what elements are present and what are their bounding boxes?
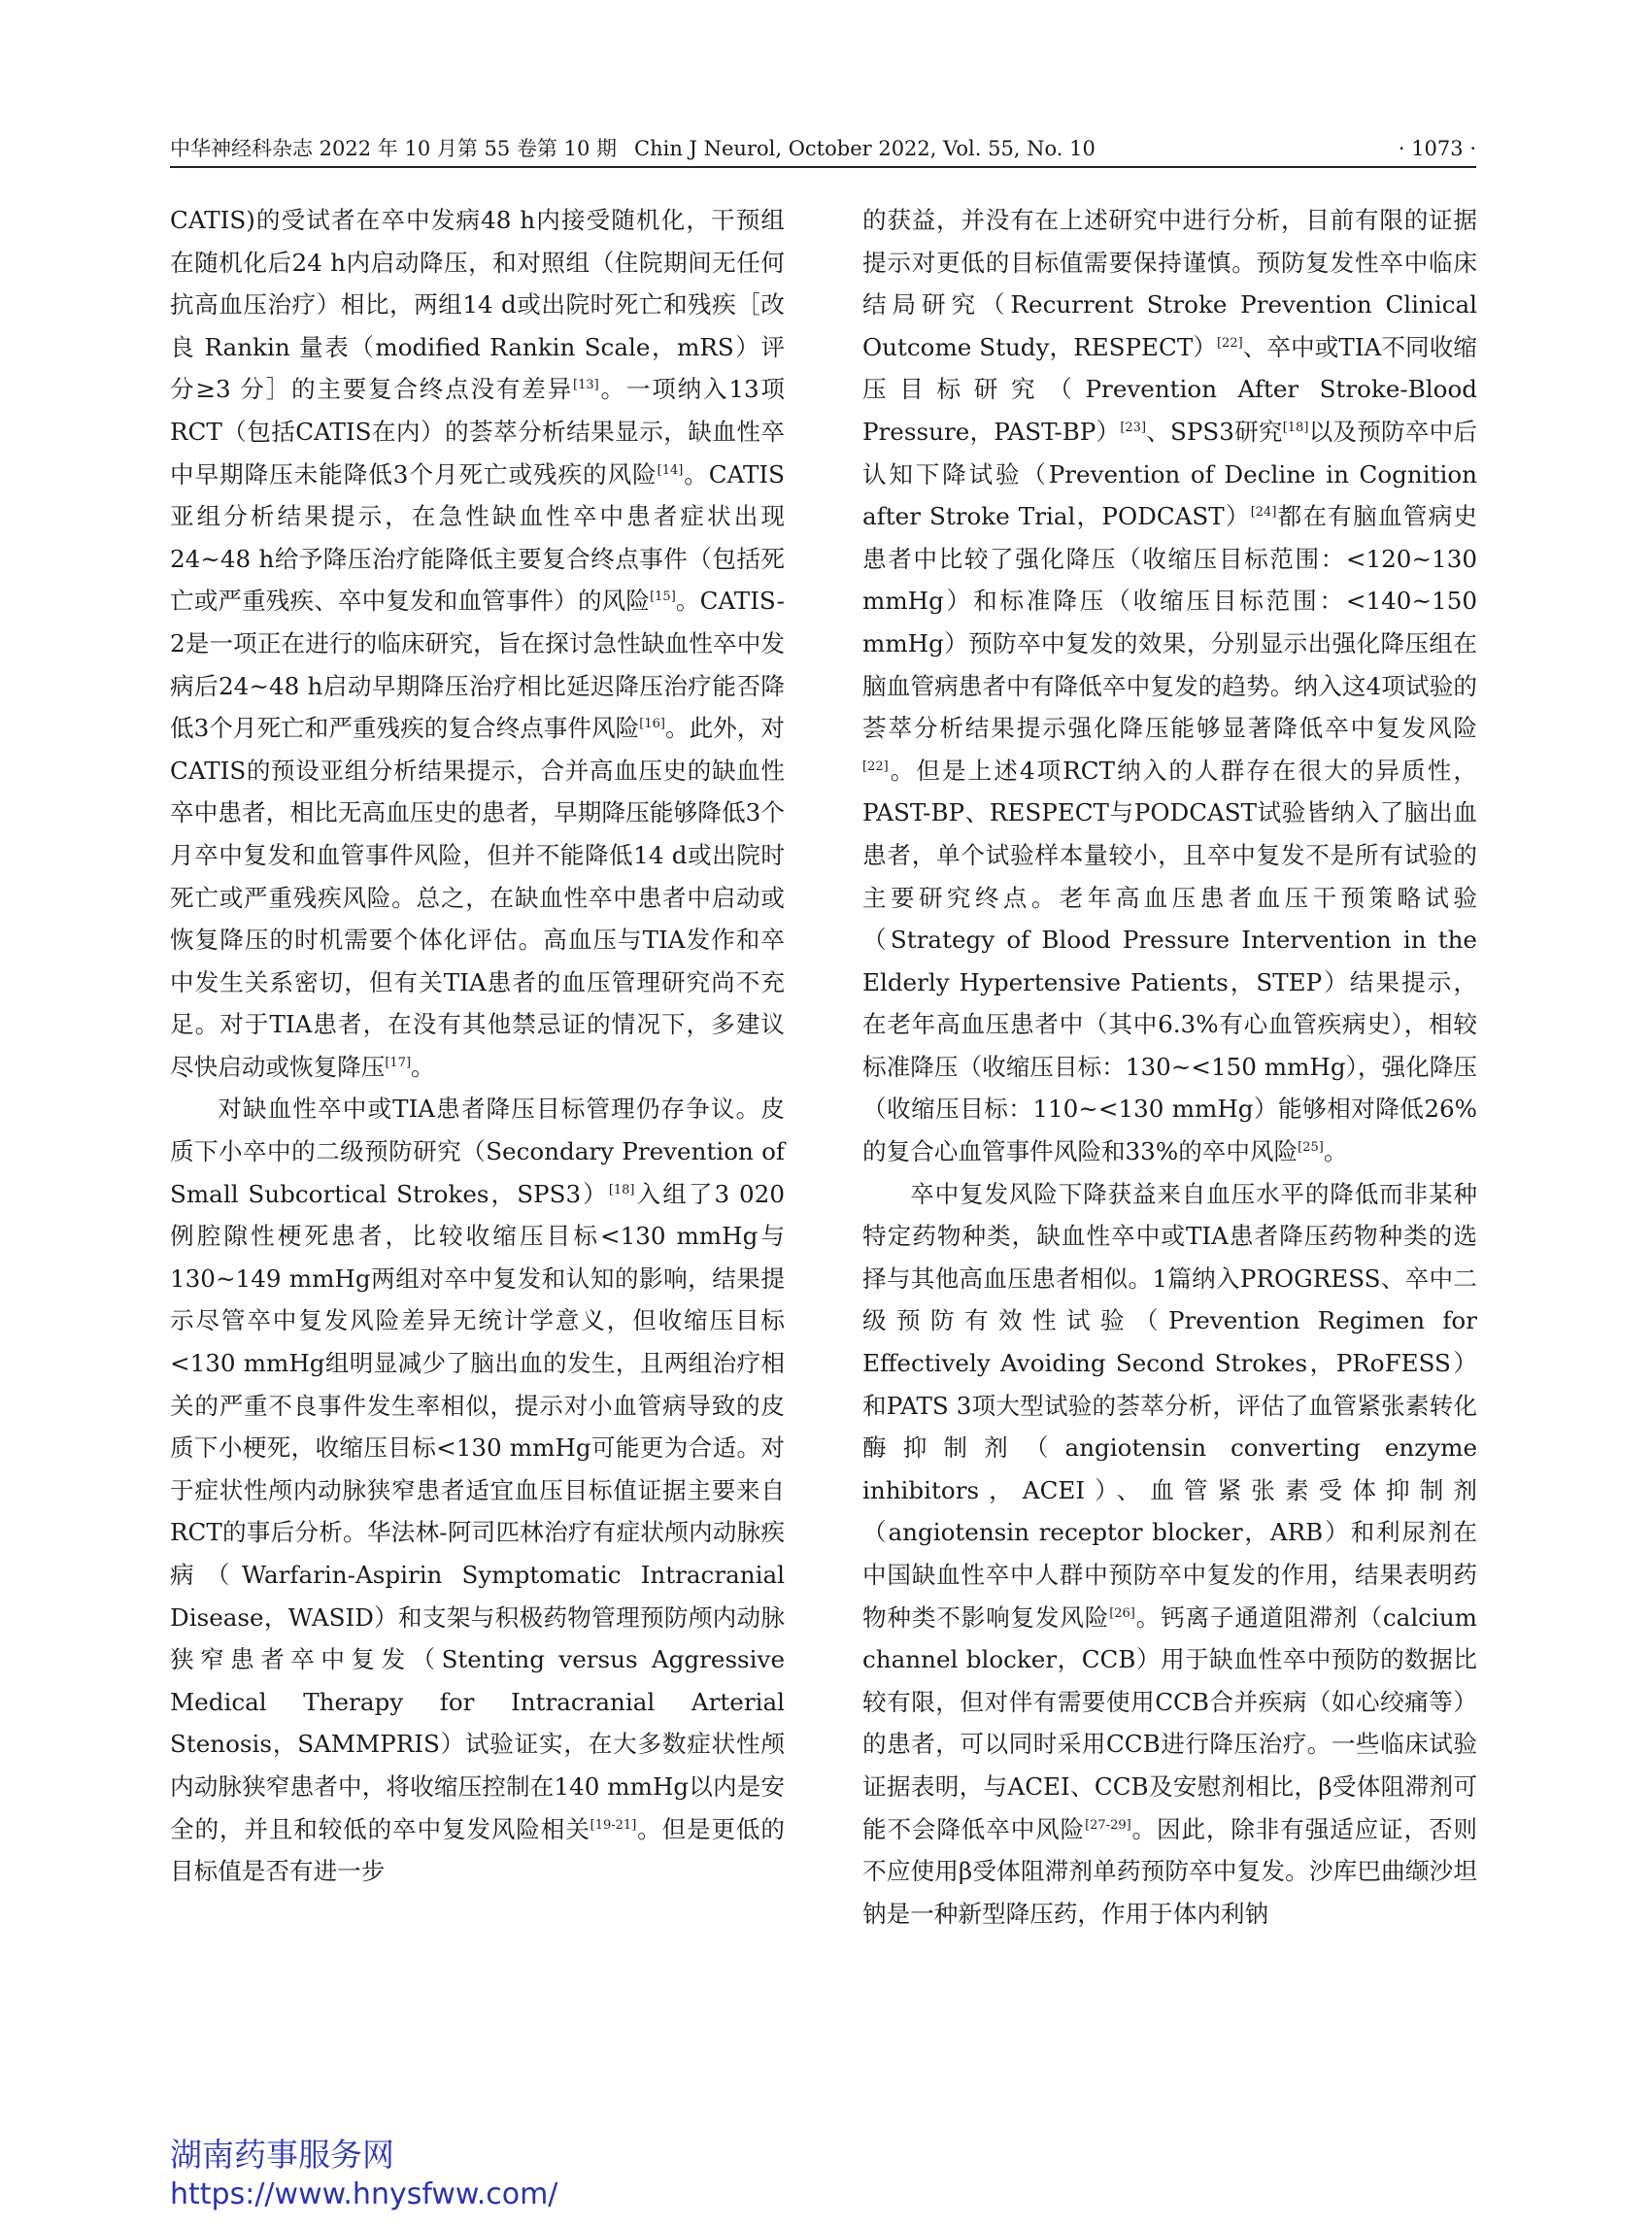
citation: [25] [1298,1140,1324,1156]
citation: [14] [657,462,684,478]
paragraph: 的获益，并没有在上述研究中进行分析，目前有限的证据提示对更低的目标值需要保持谨慎。预防复发性卒中临床结局研究（Recurrent Stroke Prevention Clinical Outcome Study，RESPECT）[22]、卒中或TIA不同收缩压目标研究（Prevention After Stroke-Blood Pressure，PAST-BP）[23]、SPS3研究[18]以及预防卒中后认知下降试验（Prevention of Decline in Cognition after Stroke Trial，PODCAST）[24]都在有脑血管病史患者中比较了强化降压（收缩压目标范围：<120~130 mmHg）和标准降压（收缩压目标范围：<140~150 mmHg）预防卒中复发的效果，分别显示出强化降压组在脑血管病患者中有降低卒中复发的趋势。纳入这4项试验的荟萃分析结果提示强化降压能够显著降低卒中复发风险[22]。但是上述4项RCT纳入的人群存在很大的异质性，PAST-BP、RESPECT与PODCAST试验皆纳入了脑出血患者，单个试验样本量较小，且卒中复发不是所有试验的主要研究终点。老年高血压患者血压干预策略试验（Strategy of Blood Pressure Intervention in the Elderly Hypertensive Patients，STEP）结果提示，在老年高血压患者中（其中6.3%有心血管疾病史），相较标准降压（收缩压目标：130~<150 mmHg），强化降压（收缩压目标：110~<130 mmHg）能够相对降低26%的复合心血管事件风险和33%的卒中风险[25]。 [862,206,1477,1166]
site-name: 湖南药事服务网 [170,2136,394,2174]
paragraph: 对缺血性卒中或TIA患者降压目标管理仍存争议。皮质下小卒中的二级预防研究（Secondary Prevention of Small Subcortical Strokes，SPS3）[18]入组了3 020例腔隙性梗死患者，比较收缩压目标<130 mmHg与130~149 mmHg两组对卒中复发和认知的影响，结果提示尽管卒中复发风险差异无统计学意义，但收缩压目标<130 mmHg组明显减少了脑出血的发生，且两组治疗相关的严重不良事件发生率相似，提示对小血管病导致的皮质下小梗死，收缩压目标<130 mmHg可能更为合适。对于症状性颅内动脉狭窄患者适宜血压目标值证据主要来自RCT的事后分析。华法林-阿司匹林治疗有症状颅内动脉疾病（Warfarin-Aspirin Symptomatic Intracranial Disease，WASID）和支架与积极药物管理预防颅内动脉狭窄患者卒中复发（Stenting versus Aggressive Medical Therapy for Intracranial Arterial Stenosis，SAMMPRIS）试验证实，在大多数症状性颅内动脉狭窄患者中，将收缩压控制在140 mmHg以内是安全的，并且和较低的卒中复发风险相关[19-21]。但是更低的目标值是否有进一步 [170,1095,785,1886]
citation: [19-21] [590,1817,637,1833]
watermark-footer [170,2135,557,2214]
page-number: · 1073 · [1398,137,1476,160]
citation: [15] [650,590,676,605]
site-url-link[interactable]: https://www.hnysfww.com/ [170,2177,558,2211]
citation: [13] [573,378,599,393]
citation: [27-29] [1085,1817,1131,1833]
citation: [24] [1250,505,1277,521]
citation: [16] [639,717,665,732]
citation: [22] [862,759,889,774]
journal-title-en: Chin J Neurol, October 2022, Vol. 55, No. 10 [634,137,1096,160]
citation: [18] [608,1182,635,1197]
citation: [18] [1282,420,1309,435]
running-header [170,131,1476,168]
journal-citation [170,131,1096,166]
citation: [17] [385,1055,412,1070]
left-column [170,199,785,1893]
paragraph: 卒中复发风险下降获益来自血压水平的降低而非某种特定药物种类，缺血性卒中或TIA患者降压药物种类的选择与其他高血压患者相似。1篇纳入PROGRESS、卒中二级预防有效性试验（Prevention Regimen for Effectively Avoiding Second Strokes，PRoFESS）和PATS 3项大型试验的荟萃分析，评估了血管紧张素转化酶抑制剂（angiotensin converting enzyme inhibitors，ACEI）、血管紧张素受体抑制剂（angiotensin receptor blocker，ARB）和利尿剂在中国缺血性卒中人群中预防卒中复发的作用，结果表明药物种类不影响复发风险[26]。钙离子通道阻滞剂（calcium channel blocker，CCB）用于缺血性卒中预防的数据比较有限，但对伴有需要使用CCB合并疾病（如心绞痛等）的患者，可以同时采用CCB进行降压治疗。一些临床试验证据表明，与ACEI、CCB及安慰剂相比，β受体阻滞剂可能不会降低卒中风险[27-29]。因此，除非有强适应证，否则不应使用β受体阻滞剂单药预防卒中复发。沙库巴曲缬沙坦钠是一种新型降压药，作用于体内利钠 [862,1179,1477,1928]
paragraph: CATIS)的受试者在卒中发病48 h内接受随机化，干预组在随机化后24 h内启动降压，和对照组（住院期间无任何抗高血压治疗）相比，两组14 d或出院时死亡和残疾［改良 Rankin 量表（modified Rankin Scale，mRS）评分≥3 分］的主要复合终点没有差异[13]。一项纳入13项RCT（包括CATIS在内）的荟萃分析结果显示，缺血性卒中早期降压未能降低3个月死亡或残疾的风险[14]。CATIS亚组分析结果提示，在急性缺血性卒中患者症状出现24~48 h给予降压治疗能降低主要复合终点事件（包括死亡或严重残疾、卒中复发和血管事件）的风险[15]。CATIS-2是一项正在进行的临床研究，旨在探讨急性缺血性卒中发病后24~48 h启动早期降压治疗相比延迟降压治疗能否降低3个月死亡和严重残疾的复合终点事件风险[16]。此外，对CATIS的预设亚组分析结果提示，合并高血压史的缺血性卒中患者，相比无高血压史的患者，早期降压能够降低3个月卒中复发和血管事件风险，但并不能降低14 d或出院时死亡或严重残疾风险。总之，在缺血性卒中患者中启动或恢复降压的时机需要个体化评估。高血压与TIA发作和卒中发生关系密切，但有关TIA患者的血压管理研究尚不充足。对于TIA患者，在没有其他禁忌证的情况下，多建议尽快启动或恢复降压[17]。 [170,206,786,1081]
journal-title-cn: 中华神经科杂志 2022 年 10 月第 55 卷第 10 期 [170,137,618,160]
citation: [22] [1216,335,1243,351]
citation: [26] [1109,1605,1135,1621]
citation: [23] [1120,420,1147,435]
right-column [862,199,1477,1935]
